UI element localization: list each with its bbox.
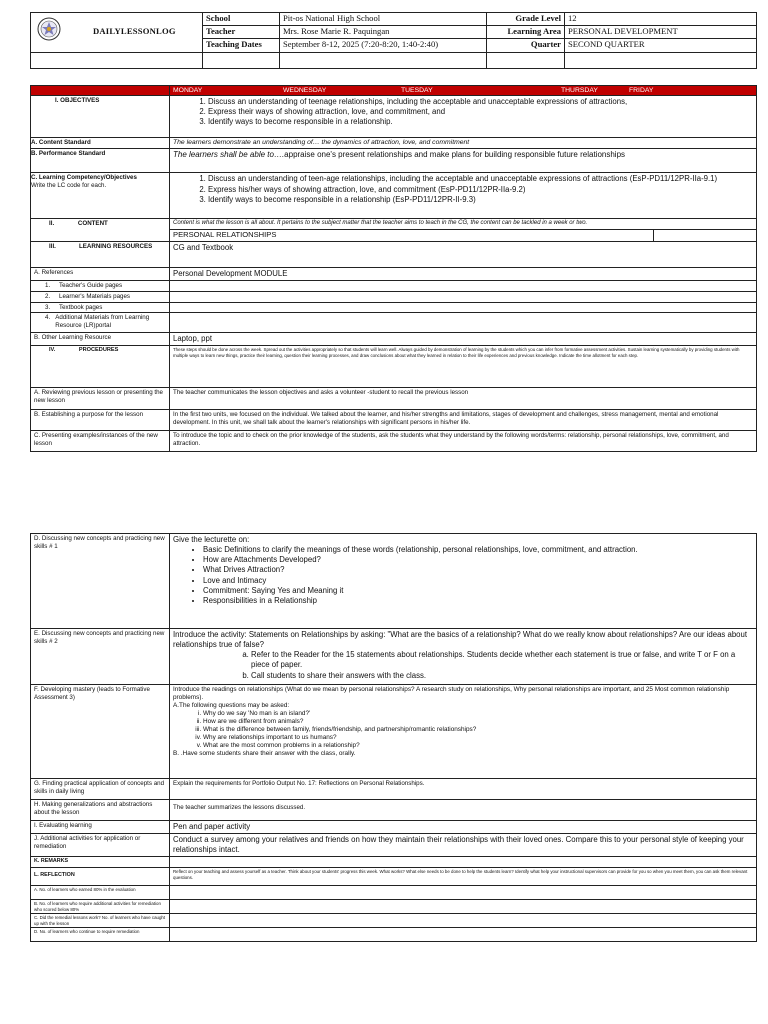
- proc-a-value: The teacher communicates the lesson objectives and asks a volunteer -student to recall the previous lesson: [170, 388, 757, 410]
- remarks-label: K. REMARKS: [31, 857, 170, 868]
- day-thursday: THURSDAY: [561, 87, 598, 94]
- ref-item-textbook: Textbook pages: [59, 303, 103, 311]
- proc-j-value: Conduct a survey among your relatives and friends on how they maintain their relationships with their loved ones. Compare this to your personal style of keeping your relationships intact.: [170, 834, 757, 857]
- content-label-num: II.: [49, 220, 55, 228]
- proc-c-value: To introduce the topic and to check on the prior knowledge of the students, ask the students what they understand by the following words/terms: relationship, personal relationships, love, commitment, and attraction.: [170, 431, 757, 452]
- objectives-list: [184, 97, 753, 127]
- teacher-label: Teacher: [203, 26, 280, 39]
- header-empty-cell: [280, 53, 487, 69]
- proc-g-label: G. Finding practical application of concepts and skills in daily living: [31, 779, 170, 800]
- proc-j-label: J. Additional activities for application or remediation: [31, 834, 170, 857]
- proc-e-intro: Introduce the activity: Statements on Relationships by asking: "What are the basics of a relationship? What do we really know about relationships? Are our ideas about relationships true of false?: [173, 630, 747, 650]
- content-standard-label: A. Content Standard: [31, 138, 170, 149]
- lr-value: CG and Textbook: [170, 241, 757, 267]
- proc-i-label: I. Evaluating learning: [31, 821, 170, 834]
- performance-standard-label: B. Performance Standard: [31, 149, 170, 173]
- performance-standard-value: appraise one's present relationships and make plans for building responsible future relationships: [284, 150, 626, 160]
- content-value: PERSONAL RELATIONSHIPS: [170, 230, 654, 241]
- proc-f-a: A.The following questions may be asked:: [173, 702, 290, 709]
- reflection-b-value: [170, 900, 757, 914]
- proc-h-label: H. Making generalizations and abstractions about the lesson: [31, 800, 170, 821]
- competency-item: 2. Express his/her ways of showing attraction, love, and commitment (EsP-PD11/12PR-IIa-9.2): [208, 185, 753, 195]
- ref-item-lm: Learner's Materials pages: [59, 292, 130, 300]
- area-value: PERSONAL DEVELOPMENT: [565, 26, 757, 39]
- reflection-a-value: [170, 886, 757, 900]
- proc-d-item: • Basic Definitions to clarify the meanings of these words (relationship, personal relationships, love, commitment, and attraction.: [203, 545, 753, 555]
- proc-f-label: F. Developing mastery (leads to Formative Assessment 3): [31, 685, 170, 779]
- competency-sublabel: Write the LC code for each.: [31, 182, 107, 190]
- content-standard-value: The learners demonstrate an understanding of… the dynamics of attraction, love, and commitment: [170, 138, 757, 149]
- content-label: CONTENT: [77, 220, 108, 228]
- reflection-label: L. REFLECTION: [31, 868, 170, 886]
- header-empty-cell: [565, 53, 757, 69]
- references-value: Personal Development MODULE: [170, 267, 757, 280]
- proc-d-item: • Commitment: Saying Yes and Meaning it: [203, 586, 753, 596]
- day-friday: FRIDAY: [629, 87, 654, 94]
- references-label: A. References: [31, 267, 170, 280]
- ref-item-lr: Additional Materials from Learning Resource (LR)portal: [55, 314, 150, 330]
- proc-e-label: E. Discussing new concepts and practicing new skills # 2: [31, 629, 170, 685]
- teacher-value: Mrs. Rose Marie R. Paquingan: [280, 26, 487, 39]
- proc-f-item: iii. What is the difference between family, friends/friendship, and partnership/romantic relationships?: [203, 726, 753, 734]
- day-wednesday: WEDNESDAY: [283, 87, 327, 94]
- day-tuesday: TUESDAY: [401, 87, 433, 94]
- proc-i-value: Pen and paper activity: [170, 821, 757, 834]
- lr-label: LEARNING RESOURCES: [79, 242, 153, 250]
- proc-f-list: [173, 710, 753, 750]
- proc-d-item: • What Drives Attraction?: [203, 565, 753, 575]
- day-monday: MONDAY: [173, 87, 203, 94]
- ref-item-tg: Teacher's Guide pages: [59, 282, 123, 290]
- proc-d-intro: Give the lecturette on:: [173, 535, 250, 544]
- reflection-d-value: [170, 928, 757, 942]
- content-note: Content is what the lesson is all about. It pertains to the subject matter that the teacher aims to teach in the CG, the content can be tackled in a week or two.: [170, 219, 757, 230]
- day-header-empty: [31, 86, 170, 96]
- quarter-value: SECOND QUARTER: [565, 39, 757, 53]
- reflection-c-value: [170, 914, 757, 928]
- competency-item: 3. Identify ways to become responsible in a relationship (EsP-PD11/12PR-II-9.3): [208, 195, 753, 205]
- reflection-d-label: D. No. of learners who continue to require remediation: [31, 928, 170, 942]
- performance-standard-intro: The learners shall be able to….: [173, 150, 285, 160]
- header-empty-cell: [31, 53, 203, 69]
- proc-h-value: The teacher summarizes the lessons discussed.: [170, 800, 757, 821]
- grade-label: Grade Level: [487, 13, 565, 26]
- lesson-table-page2: [30, 533, 756, 942]
- reflection-c-label: C. Did the remedial lessons work? No. of learners who have caught up with the lesson: [31, 914, 170, 928]
- logo-cell: [31, 13, 203, 53]
- deped-seal-icon: [37, 17, 61, 41]
- proc-f-item: v. What are the most common problems in a relationship?: [203, 742, 753, 750]
- proc-c-label: C. Presenting examples/instances of the new lesson: [31, 431, 170, 452]
- dates-value: September 8-12, 2025 (7:20-8:20, 1:40-2:40): [280, 39, 487, 53]
- proc-g-value: Explain the requirements for Portfolio Output No. 17: Reflections on Personal Relationships.: [170, 779, 757, 800]
- proc-b-label: B. Establishing a purpose for the lesson: [31, 410, 170, 431]
- header-empty-cell: [487, 53, 565, 69]
- proc-a-label: A. Reviewing previous lesson or presenting the new lesson: [31, 388, 170, 410]
- proc-e-item: a. Refer to the Reader for the 15 statements about relationships. Students decide whether each statement is true or false, and write T or F on a piece of paper.: [251, 650, 753, 670]
- lr-label-num: III.: [49, 242, 56, 250]
- reflection-value: Reflect on your teaching and assess yourself as a teacher. Think about your students' progress this week. What works? What else needs to be done to help the students learn? Identify what help your instructional supervisors can provide for you so when you meet them, you can ask them relevant questions.: [170, 868, 757, 886]
- procedures-label: PROCEDURES: [78, 347, 119, 354]
- reflection-b-label: B. No. of learners who require additional activities for remediation who scored below 80%: [31, 900, 170, 914]
- document-title: DAILYLESSONLOG: [93, 26, 176, 36]
- area-label: Learning Area: [487, 26, 565, 39]
- proc-e-item: b. Call students to share their answers with the class.: [251, 671, 753, 681]
- objective-item: 3. Identify ways to become responsible in a relationship.: [208, 117, 753, 127]
- header-empty-cell: [203, 53, 280, 69]
- proc-d-item: • Responsibilities in a Relationship: [203, 596, 753, 606]
- lesson-table-page1: MONDAY WEDNESDAY TUESDAY THURSDAY FRIDAY I. OBJECTIVES 1. Discuss an understanding of teenage relationships, including the acceptable and unacceptable expressions of attractions, 2. Express their ways of showing attraction, love, and commitment, and 3. Identify ways to become responsible in a relationship. A. Content Standard The learners demonstrate an understanding of… the dynamics of attraction, love, and commitment B. Performance Standard The learners shall be able to….appraise one's present relationships and make plans for building responsible future relationships C. Learning Competency/Objectives Write the LC code for each. 1. Discuss an understanding of teen-age relationships, including the acceptable and unacceptable expressions of attractions (EsP-PD11/12PR-IIa-9.1) 2. Express his/her ways of showing attraction, love, and commitment (EsP-PD11/12PR-IIa-9.2) 3. Identify ways to become responsible in a relationship (EsP-PD11/12PR-II-9.3) II. CONTENT Content is what the lesson is all about. It pertains to the subject matter that the teacher aims to teach in the CG, the content can be tackled in a week or two. PERSONAL RELATIONSHIPS III. LEARNING RESOURCES CG and Textbook A. References Personal Development MODULE 1. Teacher's Guide pages 2. Learner's Materials pages 3. Textbook pages 4. Additional Materials from Learning Resource (LR)portal B. Other Learning Resource Laptop, ppt IV. PROCEDURES These steps should be done across the week. Spread out the activities appropriately so that students will learn well. Always guided by demonstration of learning by the students which you can infer from formative assessment activities. Sustain learning systematically by providing students with multiple ways to learn new things, practice their learning, question their learning processes, and draw conclusions about what they learned in relation to their life experiences and previous knowledge. Indicate the time allotment for each step. A. Reviewing previous lesson or presenting the new lesson The teacher communicates the lesson objectives and asks a volunteer -student to recall the previous lesson B. Establishing a purpose for the lesson In the first two units, we focused on the individual. We talked about the learner, and his/her strengths and limitations, stages of development and challenges, stress management, mental and emotional development. In this unit, we shall talk about the learner's relationships with significant persons in his/her life. C. Presenting examples/instances of the new lesson To introduce the topic and to check on the prior knowledge of the students, ask the students what they understand by the following words/terms: relationship, personal relationships, love, commitment, and attraction.: [30, 85, 756, 452]
- competency-list: [184, 174, 753, 204]
- proc-d-item: • Love and Intimacy: [203, 576, 753, 586]
- objective-item: 2. Express their ways of showing attraction, love, and commitment, and: [208, 107, 753, 117]
- other-resource-label: B. Other Learning Resource: [31, 333, 170, 346]
- school-value: Pit-os National High School: [280, 13, 487, 26]
- dates-label: Teaching Dates: [203, 39, 280, 53]
- proc-b-value: In the first two units, we focused on the individual. We talked about the learner, and his/her strengths and limitations, stages of development and challenges, stress management, mental and emotional development. In this unit, we shall talk about the learner's relationships with significant persons in his/her life.: [170, 410, 757, 431]
- competency-item: 1. Discuss an understanding of teen-age relationships, including the acceptable and unacceptable expressions of attractions (EsP-PD11/12PR-IIa-9.1): [208, 174, 753, 184]
- proc-e-list: [173, 650, 753, 680]
- procedures-label-num: IV.: [49, 347, 56, 354]
- quarter-label: Quarter: [487, 39, 565, 53]
- proc-d-label: D. Discussing new concepts and practicing new skills # 1: [31, 534, 170, 629]
- school-label: School: [203, 13, 280, 26]
- proc-f-item: i. Why do we say 'No man is an island?': [203, 710, 753, 718]
- proc-d-list: [173, 545, 753, 606]
- procedures-note: These steps should be done across the week. Spread out the activities appropriately so that students will learn well. Always guided by demonstration of learning by the students which you can infer from formative assessment activities. Sustain learning systematically by providing students with multiple ways to learn new things, practice their learning, question their learning processes, and draw conclusions about what they learned in relation to their life experiences and previous knowledge. Indicate the time allotment for each step.: [170, 346, 757, 388]
- grade-value: 12: [565, 13, 757, 26]
- proc-f-b: B. .Have some students share their answer with the class, orally.: [173, 750, 356, 757]
- other-resource-value: Laptop, ppt: [170, 333, 757, 346]
- proc-f-item: iv. Why are relationships important to us humans?: [203, 734, 753, 742]
- header-table: [30, 12, 756, 69]
- remarks-value: [170, 857, 757, 868]
- proc-f-intro: Introduce the readings on relationships (What do we mean by personal relationships? A research study on relationships, Why personal relationships are important, and 25 Most common relationship problems).: [173, 686, 730, 701]
- objective-item: 1. Discuss an understanding of teenage relationships, including the acceptable and unacceptable expressions of attractions,: [208, 97, 753, 107]
- day-header-row: [31, 86, 757, 96]
- proc-f-item: ii. How are we different from animals?: [203, 718, 753, 726]
- proc-d-item: • How are Attachments Developed?: [203, 555, 753, 565]
- objectives-label: I. OBJECTIVES: [31, 96, 170, 138]
- competency-label: C. Learning Competency/Objectives: [31, 174, 137, 182]
- reflection-a-label: A. No. of learners who earned 80% in the evaluation: [31, 886, 170, 900]
